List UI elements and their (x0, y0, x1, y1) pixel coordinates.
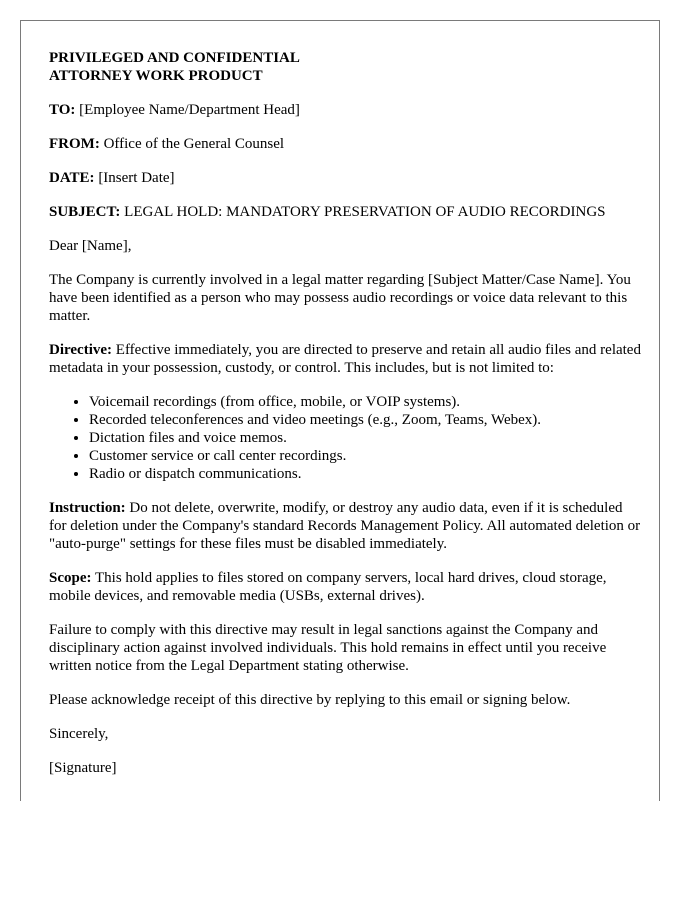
instruction-paragraph (49, 499, 641, 553)
intro-paragraph: The Company is currently involved in a legal matter regarding [Subject Matter/Case Name]. You have been identified as a person who may possess audio recordings or voice data relevant to this matter. (49, 272, 631, 324)
instruction-text: Do not delete, overwrite, modify, or destroy any audio data, even if it is scheduled for deletion under the Company's standard Records Management Policy. All automated deletion or "auto-purge" settings for these files must be disabled immediately. (49, 500, 641, 552)
failure-paragraph: Failure to comply with this directive may result in legal sanctions against the Company and disciplinary action against involved individuals. This hold remains in effect until you receive written notice from the Legal Department stating otherwise. (49, 622, 607, 674)
list-item: • Customer service or call center recordings. (89, 447, 641, 465)
directive-text: Effective immediately, you are directed to preserve and retain all audio files and related metadata in your possession, custody, or control. This includes, but is not limited to: (49, 342, 641, 376)
document-page (20, 20, 660, 801)
preservation-list (49, 393, 641, 483)
to-value: [Employee Name/Department Head] (79, 102, 300, 118)
header-line-1: PRIVILEGED AND CONFIDENTIAL (49, 50, 300, 66)
list-item: • Voicemail recordings (from office, mobile, or VOIP systems). (89, 393, 641, 411)
directive-paragraph (49, 341, 641, 377)
list-item: • Dictation files and voice memos. (89, 429, 641, 447)
confidentiality-header (49, 49, 641, 85)
greeting: Dear [Name], (49, 238, 132, 254)
from-value: Office of the General Counsel (103, 136, 285, 152)
date-line (49, 169, 641, 187)
list-item: • Recorded teleconferences and video meetings (e.g., Zoom, Teams, Webex). (89, 411, 641, 429)
signature-line: [Signature] (49, 760, 117, 776)
from-label: FROM: (49, 136, 100, 152)
directive-label: Directive: (49, 342, 113, 358)
date-value: [Insert Date] (98, 170, 175, 186)
scope-paragraph (49, 569, 641, 605)
scope-text: This hold applies to files stored on company servers, local hard drives, cloud storage, mobile devices, and removable media (USBs, external drives). (49, 570, 607, 604)
instruction-label: Instruction: (49, 500, 126, 516)
closing: Sincerely, (49, 726, 109, 742)
from-line (49, 135, 641, 153)
subject-value: LEGAL HOLD: MANDATORY PRESERVATION OF AUDIO RECORDINGS (124, 204, 606, 220)
subject-label: SUBJECT: (49, 204, 121, 220)
date-label: DATE: (49, 170, 95, 186)
list-item: • Radio or dispatch communications. (89, 465, 641, 483)
header-line-2: ATTORNEY WORK PRODUCT (49, 68, 263, 84)
acknowledge-paragraph: Please acknowledge receipt of this directive by replying to this email or signing below. (49, 692, 571, 708)
to-line (49, 101, 641, 119)
to-label: TO: (49, 102, 76, 118)
scope-label: Scope: (49, 570, 92, 586)
memo-content (49, 49, 641, 793)
subject-line (49, 203, 641, 221)
